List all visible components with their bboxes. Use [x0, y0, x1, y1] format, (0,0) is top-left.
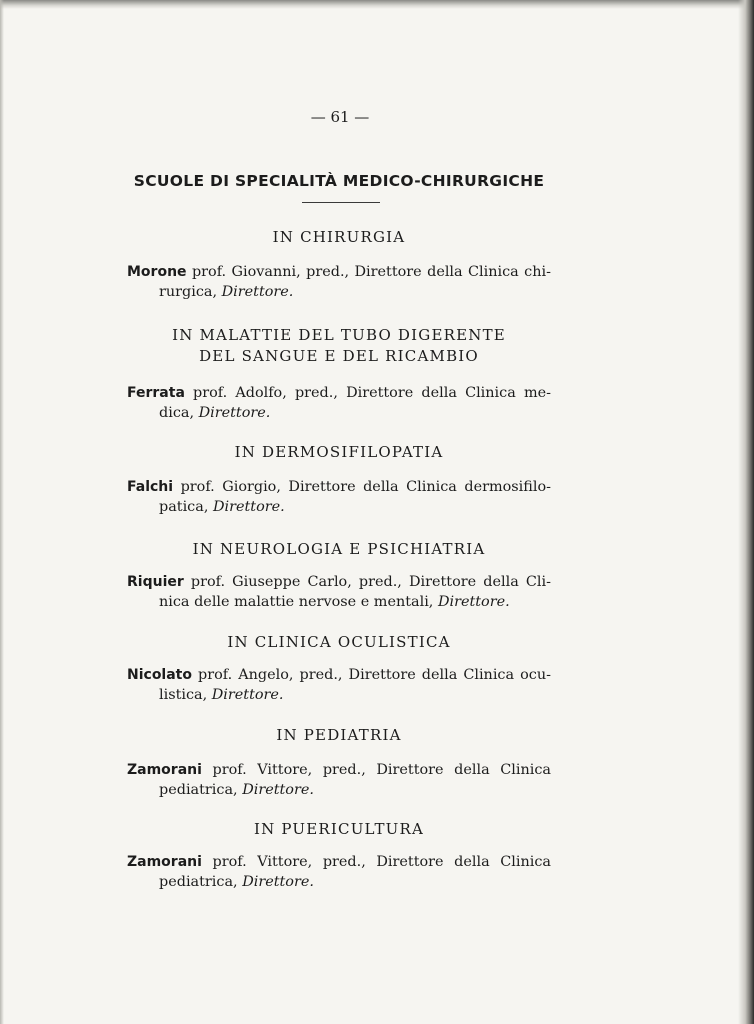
faculty-entry [127, 852, 551, 892]
faculty-role: Direttore. [198, 405, 271, 421]
section-heading-line: IN MALATTIE DEL TUBO DIGERENTE [172, 326, 506, 344]
section-heading-line: IN CLINICA OCULISTICA [227, 633, 451, 651]
faculty-role: Direttore. [437, 594, 510, 610]
faculty-name: Nicolato [127, 667, 192, 683]
section-heading [127, 442, 551, 463]
faculty-role: Direttore. [242, 782, 314, 798]
section-heading-line: IN NEUROLOGIA E PSICHIATRIA [192, 540, 486, 558]
section-heading [127, 725, 551, 746]
faculty-name: Zamorani [127, 854, 202, 870]
faculty-role: Direttore. [221, 284, 294, 300]
faculty-entry [127, 383, 551, 423]
faculty-description: prof. Vittore, pred., Direttore della Clinica pediatrica, [159, 762, 551, 798]
faculty-role: Direttore. [242, 874, 314, 890]
section-heading-line: IN PUERICULTURA [253, 820, 425, 838]
faculty-role: Direttore. [212, 499, 285, 515]
faculty-entry [127, 760, 551, 800]
faculty-description: prof. Adolfo, pred., Direttore della Clinica medica, [159, 385, 551, 421]
faculty-entry [127, 665, 551, 705]
faculty-description: prof. Giorgio, Direttore della Clinica dermosifilopatica, [159, 479, 551, 515]
section-heading [127, 227, 551, 248]
page-number: — 61 — [310, 108, 370, 126]
section-heading [127, 819, 551, 840]
faculty-description: prof. Giuseppe Carlo, pred., Direttore della Clinica delle malattie nervose e mentali, [159, 574, 551, 610]
faculty-name: Zamorani [127, 762, 202, 778]
faculty-role: Direttore. [211, 687, 284, 703]
faculty-name: Riquier [127, 574, 184, 590]
faculty-entry [127, 572, 551, 612]
title-divider [302, 202, 380, 203]
page-edge-left [0, 0, 4, 1024]
faculty-description: prof. Giovanni, pred., Direttore della Clinica chirurgica, [159, 264, 551, 300]
page-title: SCUOLE DI SPECIALITÀ MEDICO-CHIRURGICHE [133, 172, 545, 190]
section-heading [127, 539, 551, 560]
faculty-name: Ferrata [127, 385, 185, 401]
section-heading-line: IN PEDIATRIA [276, 726, 402, 744]
section-heading-line: IN CHIRURGIA [272, 228, 406, 246]
section-heading-line: IN DERMOSIFILOPATIA [234, 443, 444, 461]
faculty-description: prof. Angelo, pred., Direttore della Clinica oculistica, [159, 667, 551, 703]
section-heading-line: DEL SANGUE E DEL RICAMBIO [199, 347, 479, 365]
faculty-name: Morone [127, 264, 187, 280]
faculty-description: prof. Vittore, pred., Direttore della Clinica pediatrica, [159, 854, 551, 890]
faculty-entry [127, 262, 551, 302]
page-edge-top [0, 0, 754, 9]
section-heading [127, 325, 551, 367]
section-heading [127, 632, 551, 653]
faculty-name: Falchi [127, 479, 174, 495]
faculty-entry [127, 477, 551, 517]
page-edge-right [738, 0, 754, 1024]
